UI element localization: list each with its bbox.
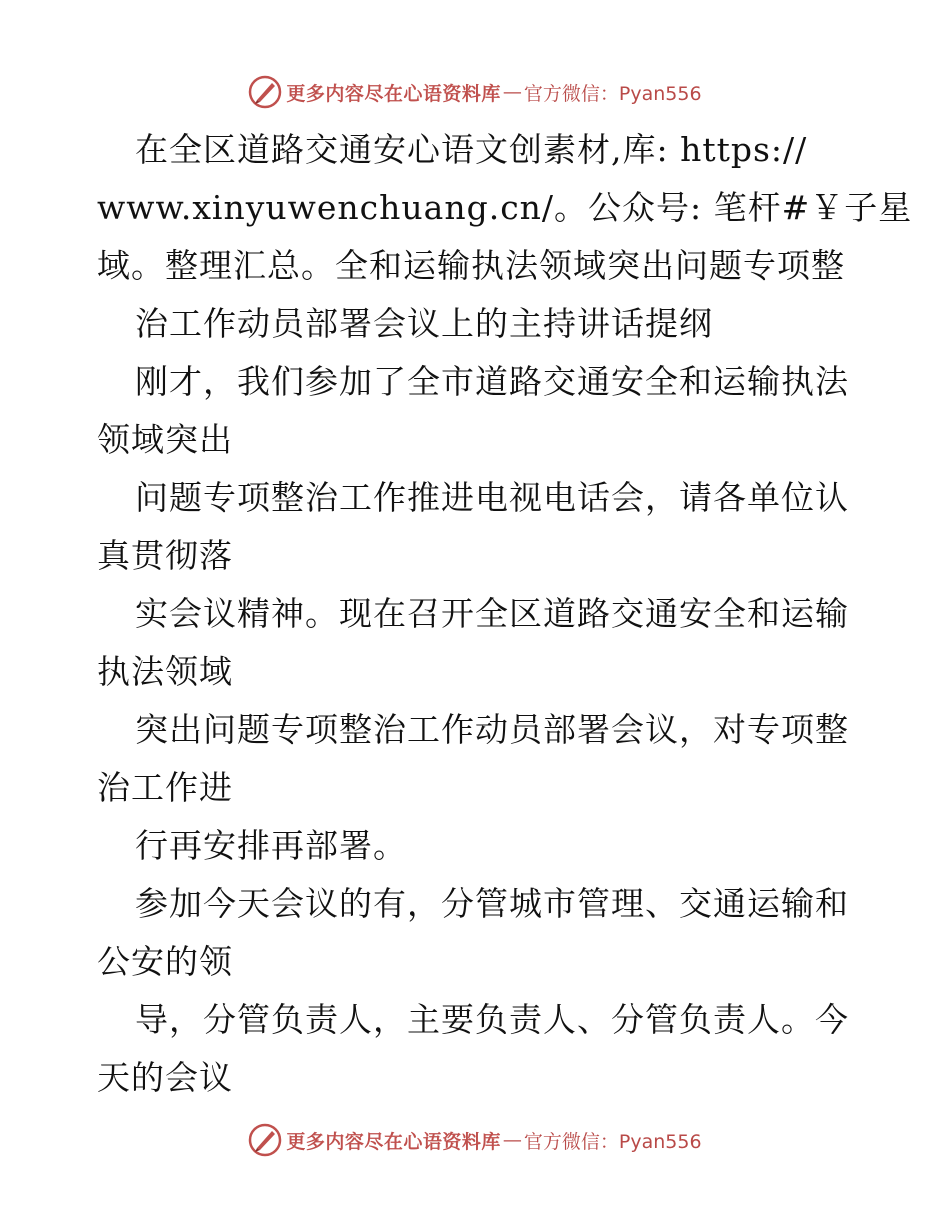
footer-banner bbox=[0, 1120, 950, 1160]
body-line: 真贯彻落 bbox=[97, 536, 233, 575]
banner-dash: — bbox=[502, 1129, 522, 1151]
body-line: 公安的领 bbox=[97, 942, 233, 981]
body-line: 治工作进 bbox=[97, 768, 233, 807]
banner-lead-text: 更多内容尽在心语资料库 bbox=[286, 82, 501, 105]
banner-wechat-text: 官方微信：Pyan556 bbox=[523, 1130, 702, 1153]
body-line: 问题专项整治工作推进电视电话会，请各单位认 bbox=[135, 478, 849, 517]
body-line: 行再安排再部署。 bbox=[135, 826, 407, 865]
body-line: 在全区道路交通安心语文创素材,库: https:// bbox=[135, 130, 808, 169]
body-line: 实会议精神。现在召开全区道路交通安全和运输 bbox=[135, 594, 849, 633]
quill-pen-icon bbox=[248, 1123, 282, 1157]
body-line: 领域突出 bbox=[97, 420, 233, 459]
body-line: 执法领域 bbox=[97, 652, 233, 691]
body-line: 参加今天会议的有，分管城市管理、交通运输和 bbox=[135, 884, 849, 923]
quill-pen-icon bbox=[248, 75, 282, 109]
body-line: www.xinyuwenchuang.cn/。公众号: 笔杆#￥子星 bbox=[97, 188, 913, 227]
header-banner bbox=[0, 72, 950, 112]
body-line: 域。整理汇总。全和运输执法领域突出问题专项整 bbox=[97, 246, 845, 285]
body-line: 导，分管负责人，主要负责人、分管负责人。今 bbox=[135, 1000, 849, 1039]
banner-lead-text: 更多内容尽在心语资料库 bbox=[286, 1130, 501, 1153]
body-line: 治工作动员部署会议上的主持讲话提纲 bbox=[135, 304, 713, 343]
banner-wechat-text: 官方微信：Pyan556 bbox=[523, 82, 702, 105]
body-line: 天的会议 bbox=[97, 1058, 233, 1097]
document-body bbox=[97, 121, 913, 1107]
body-line: 突出问题专项整治工作动员部署会议，对专项整 bbox=[135, 710, 849, 749]
banner-dash: — bbox=[502, 81, 522, 103]
body-line: 刚才，我们参加了全市道路交通安全和运输执法 bbox=[135, 362, 849, 401]
